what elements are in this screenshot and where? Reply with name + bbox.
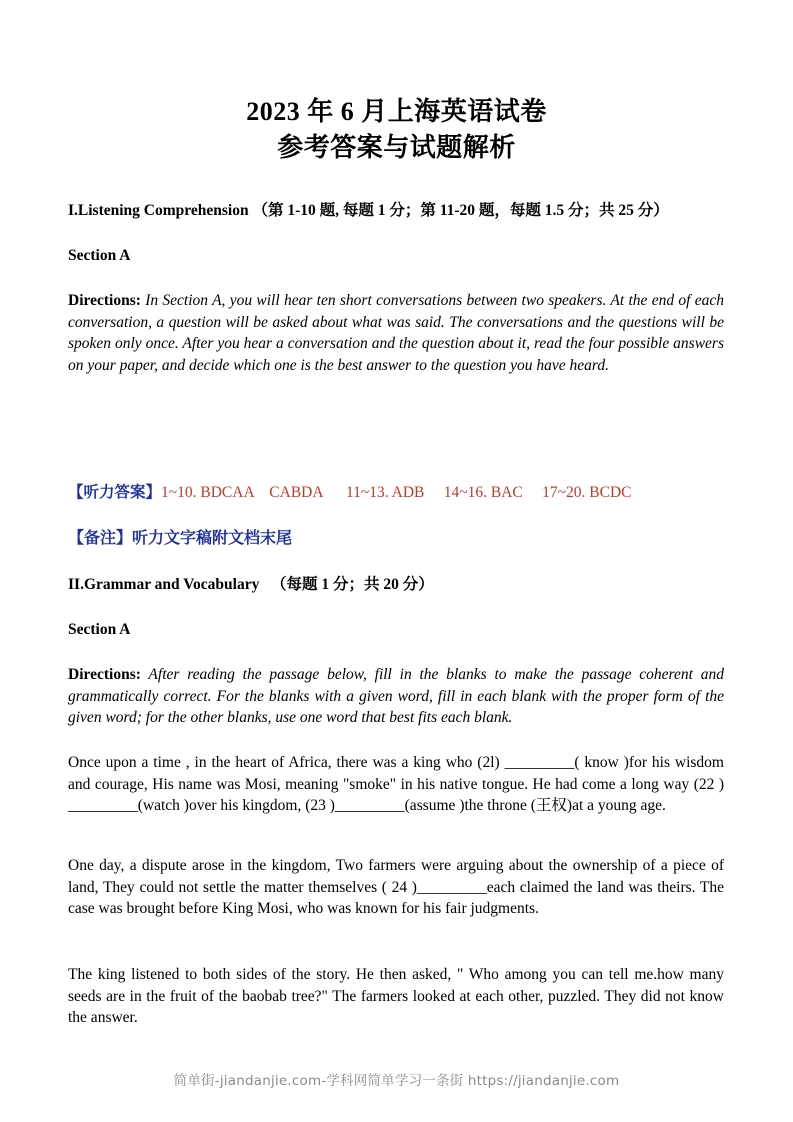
grammar-section-heading: II.Grammar and Vocabulary （每题 1 分；共 20 分） bbox=[68, 576, 434, 593]
listening-answer-line bbox=[68, 482, 724, 503]
listening-section-heading: I.Listening Comprehension （第 1-10 题, 每题 1 分；第 11-20 题，每题 1.5 分；共 25 分） bbox=[68, 202, 669, 219]
listening-answer-tag: 【听力答案】 bbox=[68, 484, 162, 501]
listening-directions bbox=[68, 290, 724, 376]
footer-watermark: 简单街-jiandanjie.com-学科网简单学习一条街 https://jiandanjie.com bbox=[173, 1073, 620, 1089]
listening-note-line: 【备注】听力文字稿附文档末尾 bbox=[68, 530, 293, 547]
grammar-directions-label: Directions: bbox=[68, 666, 141, 683]
title-line-1: 2023 年 6 月上海英语试卷 bbox=[246, 97, 547, 126]
grammar-directions bbox=[68, 664, 724, 729]
title-line-2: 参考答案与试题解析 bbox=[277, 133, 516, 162]
passage-paragraph-1: Once upon a time , in the heart of Africa, there was a king who (2l) _________( know )for his wisdom and courage, His name was Mosi, meaning "smoke" in his native tongue. He had come a long way (22 ) _________(watch )over his kingdom, (23 )_________(assume )the throne (王权)at a young age. bbox=[68, 754, 724, 814]
listening-answer-values: 1~10. BDCAA CABDA 11~13. ADB 14~16. BAC 17~20. BCDC bbox=[161, 484, 632, 501]
passage-paragraph-3: The king listened to both sides of the story. He then asked, " Who among you can tell me.how many seeds are in the fruit of the baobab tree?" The farmers looked at each other, puzzled. They did not know the answer. bbox=[68, 966, 724, 1026]
page-title bbox=[0, 0, 793, 166]
listening-directions-text: In Section A, you will hear ten short conversations between two speakers. At the end of each conversation, a question will be asked about what was said. The conversations and the questions will be spoken only once. After you hear a conversation and the question about it, read the four possible answers on your paper, and decide which one is the best answer to the question you have heard. bbox=[68, 292, 724, 374]
listening-section-a-label: Section A bbox=[68, 247, 131, 264]
grammar-section-a-label: Section A bbox=[68, 621, 131, 638]
passage-paragraph-2: One day, a dispute arose in the kingdom, Two farmers were arguing about the ownership of a piece of land, They could not settle the matter themselves ( 24 )_________each claimed the land was theirs. The case was brought before King Mosi, who was known for his fair judgments. bbox=[68, 857, 724, 917]
grammar-directions-text: After reading the passage below, fill in the blanks to make the passage coherent and grammatically correct. For the blanks with a given word, fill in each blank with the proper form of the given word; for the other blanks, use one word that best fits each blank. bbox=[68, 666, 724, 726]
listening-directions-label: Directions: bbox=[68, 292, 141, 309]
